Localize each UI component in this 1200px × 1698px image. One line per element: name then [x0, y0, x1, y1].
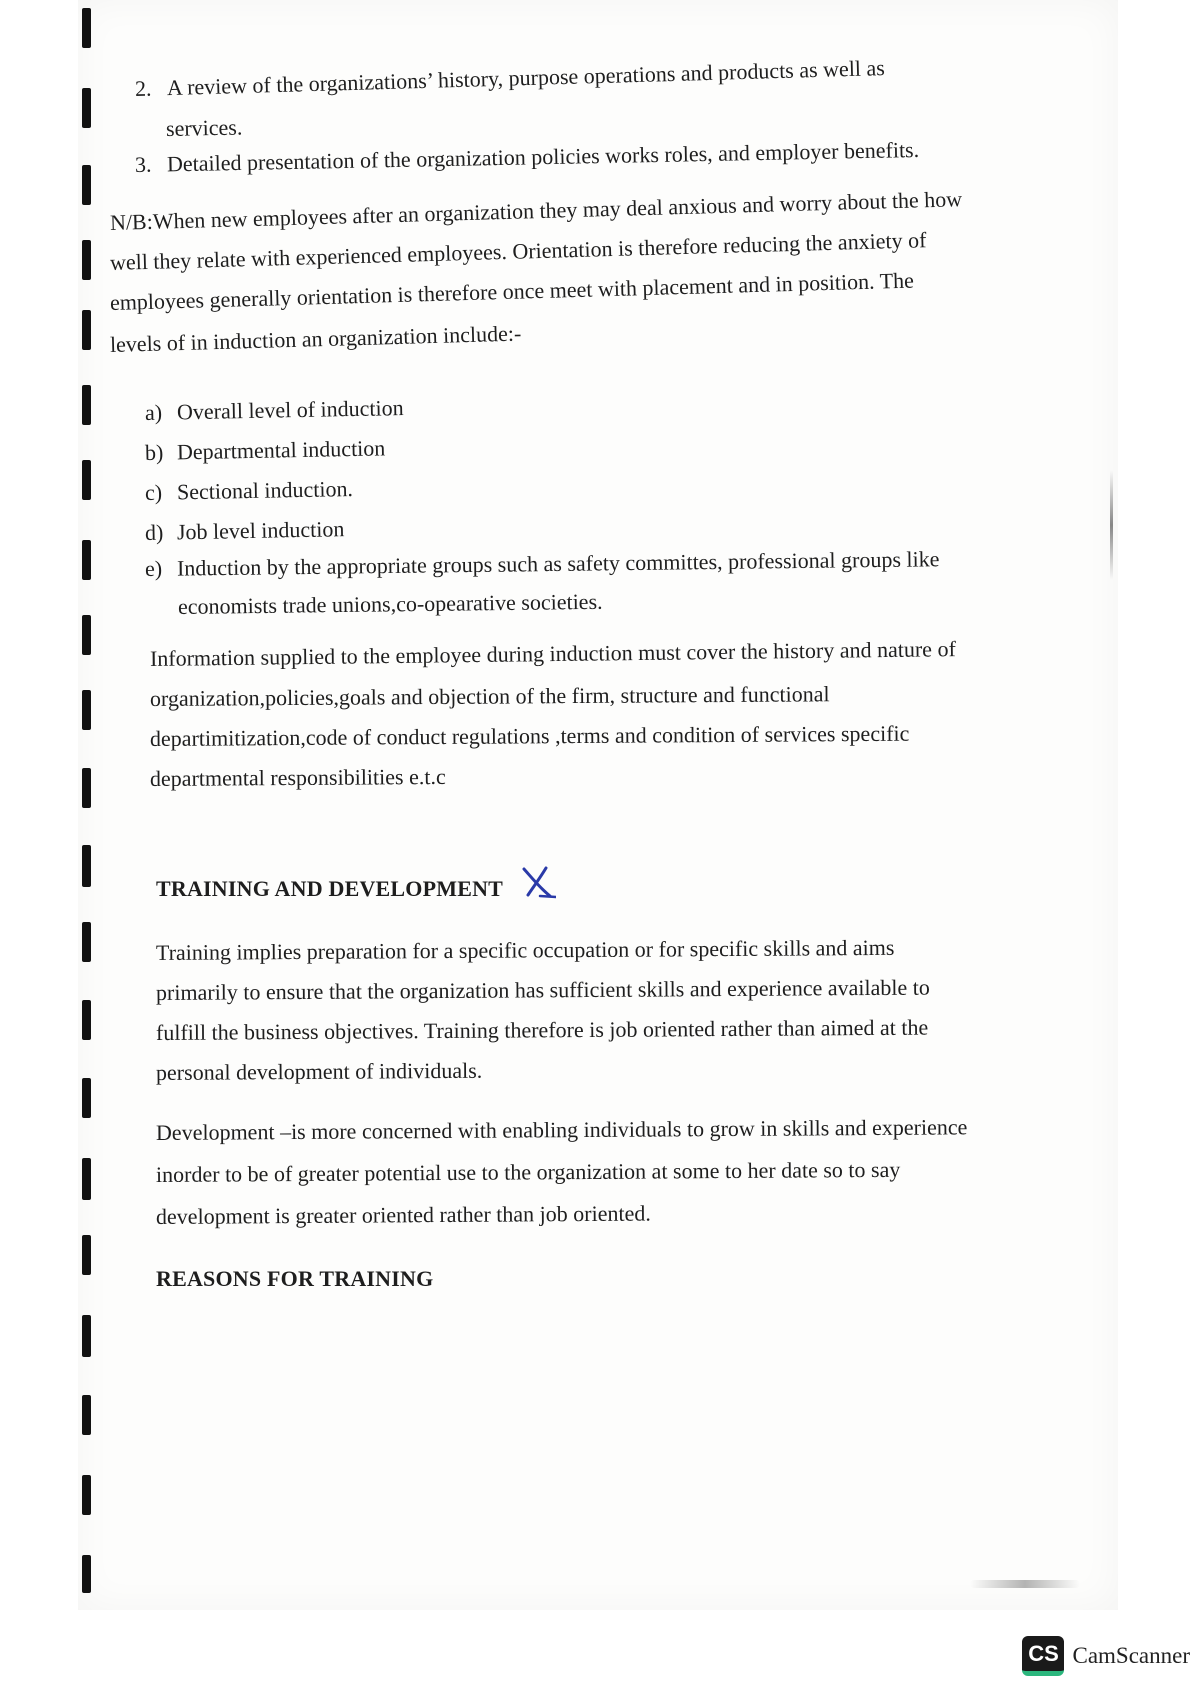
binding-mark: [82, 540, 91, 580]
scan-streak: [1110, 470, 1113, 580]
information-line: departmental responsibilities e.t.c: [149, 763, 446, 791]
camscanner-logo: CS: [1022, 1636, 1064, 1676]
binding-mark: [82, 460, 91, 500]
training-line: personal development of individuals.: [155, 1057, 483, 1085]
list-letter: c): [144, 479, 163, 505]
list-item-2-continuation: services.: [165, 114, 243, 141]
induction-item-c: [145, 476, 353, 506]
binding-mark: [82, 240, 91, 280]
binding-mark: [82, 690, 91, 730]
nb-line: N/B:When new employees after an organization they may deal anxious and worry about the how: [109, 186, 963, 235]
nb-line: employees generally orientation is therefore once meet with placement and in position. The: [109, 267, 915, 315]
binding-mark: [82, 1235, 91, 1275]
binding-mark: [82, 1475, 91, 1515]
information-line: Information supplied to the employee during induction must cover the history and nature of: [149, 636, 956, 671]
list-letter: e): [144, 555, 163, 581]
training-line: fulfill the business objectives. Training therefore is job oriented rather than aimed at the: [155, 1014, 929, 1045]
list-number: 2.: [134, 75, 152, 101]
reasons-heading: REASONS FOR TRAINING: [156, 1266, 434, 1291]
development-line: development is greater oriented rather than job oriented.: [155, 1200, 651, 1229]
induction-item-b: [145, 435, 386, 466]
training-line: Training implies preparation for a specific occupation or for specific skills and aims: [155, 934, 895, 965]
binding-mark: [82, 1315, 91, 1357]
binding-edge: [82, 0, 96, 1610]
binding-mark: [82, 922, 91, 962]
binding-mark: [82, 88, 91, 128]
list-letter: d): [144, 519, 164, 545]
nb-line: levels of in induction an organization include:-: [109, 320, 522, 357]
binding-mark: [82, 1395, 91, 1435]
list-letter: b): [144, 439, 164, 465]
binding-mark: [82, 768, 91, 808]
list-letter: a): [144, 399, 163, 425]
nb-line: well they relate with experienced employees. Orientation is therefore reducing the anxiety of: [109, 227, 927, 275]
list-number: 3.: [134, 151, 152, 177]
scan-smudge: [970, 1580, 1080, 1588]
binding-mark: [82, 1158, 91, 1200]
binding-mark: [82, 1078, 91, 1118]
development-line: inorder to be of greater potential use to the organization at some to her date so to say: [155, 1156, 901, 1187]
induction-item-a: [145, 395, 404, 426]
binding-mark: [82, 385, 91, 425]
induction-item-e-continuation: economists trade unions,co-opearative societies.: [177, 588, 603, 619]
list-item-text: Detailed presentation of the organization policies works roles, and employer benefits.: [166, 136, 920, 177]
list-item-text: Departmental induction: [176, 435, 386, 465]
binding-mark: [82, 310, 91, 350]
information-line: organization,policies,goals and objection of the firm, structure and functional: [149, 681, 830, 711]
binding-mark: [82, 845, 91, 887]
list-item-text: Job level induction: [176, 516, 345, 545]
binding-mark: [82, 615, 91, 655]
list-item-text: Induction by the appropriate groups such as safety committes, professional groups like: [176, 546, 940, 581]
binding-mark: [82, 165, 91, 205]
camscanner-name: CamScanner: [1072, 1643, 1190, 1668]
list-item-text: A review of the organizations’ history, purpose operations and products as well as: [166, 55, 886, 101]
binding-mark: [82, 8, 91, 48]
training-line: primarily to ensure that the organization has sufficient skills and experience available to: [155, 974, 930, 1005]
induction-item-d: [145, 516, 345, 546]
binding-mark: [82, 1555, 91, 1593]
camscanner-watermark: [1022, 1636, 1190, 1676]
training-heading: TRAINING AND DEVELOPMENT: [156, 876, 504, 901]
list-item-text: Sectional induction.: [176, 476, 354, 505]
list-item-text: Overall level of induction: [176, 395, 404, 425]
development-line: Development –is more concerned with enabling individuals to grow in skills and experience: [155, 1114, 968, 1145]
pen-x-mark: [520, 866, 556, 900]
binding-mark: [82, 1000, 91, 1040]
information-line: departimitization,code of conduct regulations ,terms and condition of services specific: [149, 720, 910, 751]
